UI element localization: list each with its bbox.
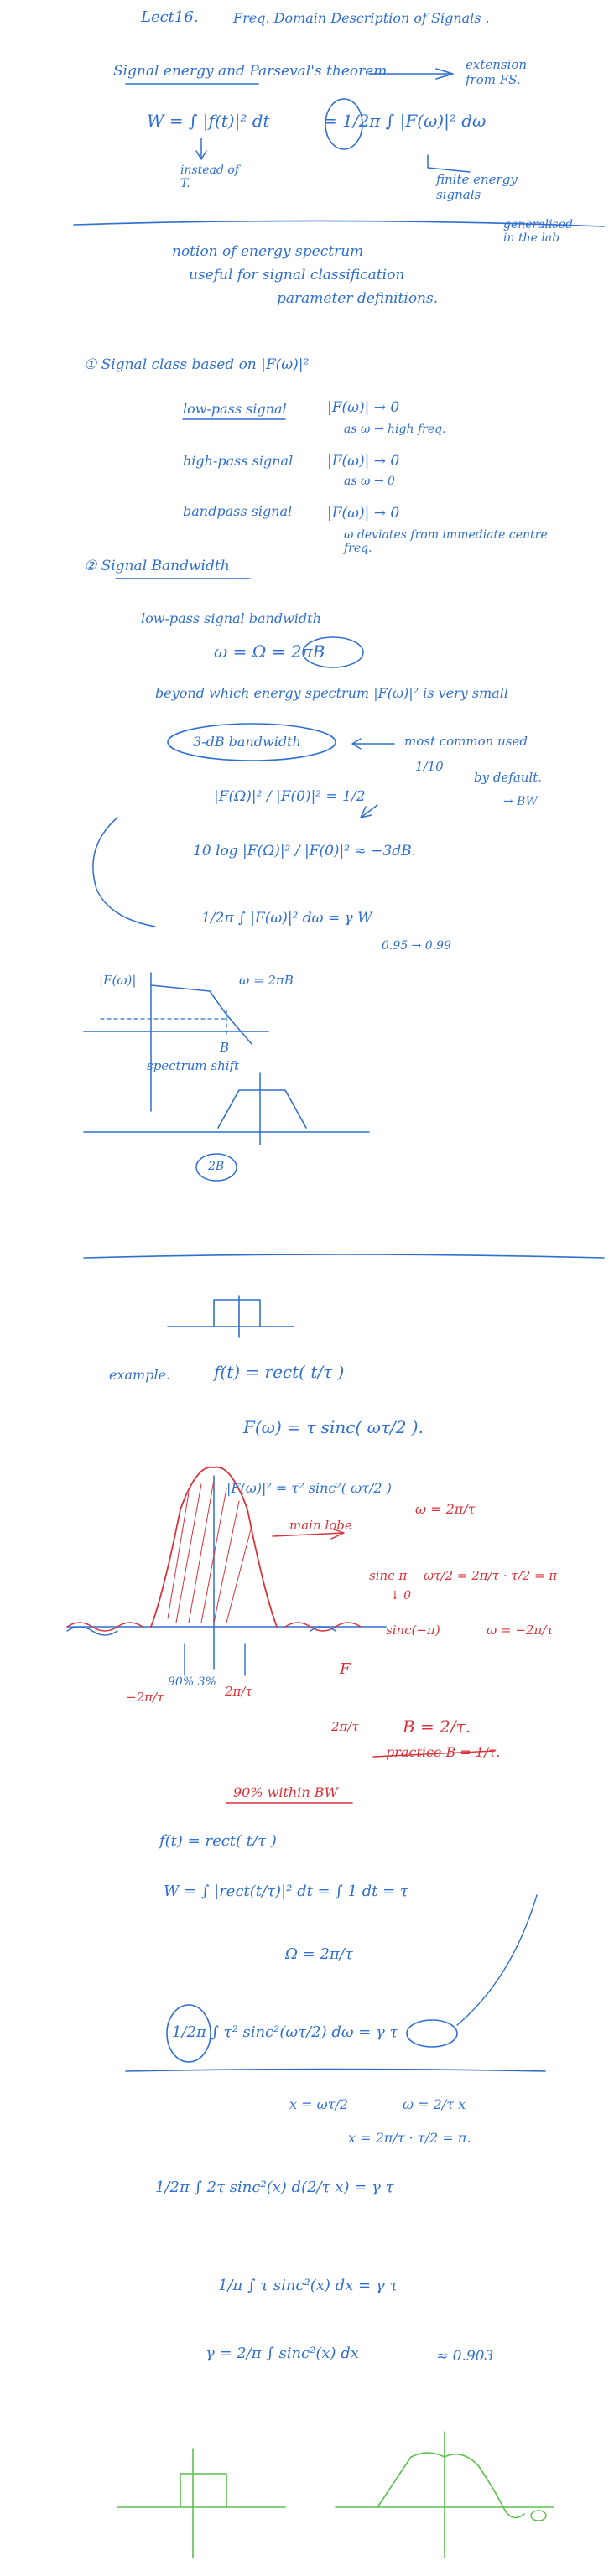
two-pi-tau-box: 2π/τ bbox=[331, 1719, 359, 1734]
sketch-spectrum bbox=[151, 985, 252, 1044]
arrow-half bbox=[361, 805, 377, 818]
ninety-within-bw: 90% within BW bbox=[233, 1784, 338, 1800]
most-common-note: most common used bbox=[404, 734, 528, 749]
example-ft: f(t) = rect( t/τ ) bbox=[214, 1362, 345, 1382]
arrow-instead bbox=[196, 138, 206, 159]
ninety-percent-mark: 90% 3% bbox=[168, 1675, 216, 1689]
one-tenth: 1/10 bbox=[415, 759, 444, 774]
sinc-pi-label: sinc π bbox=[369, 1568, 408, 1583]
instead-note: instead of T. bbox=[180, 164, 239, 190]
green-rect bbox=[117, 2449, 285, 2558]
main-lobe-label: main lobe bbox=[289, 1518, 352, 1533]
highpass-note: as ω → 0 bbox=[344, 475, 395, 488]
subst-omega: ω = 2/τ x bbox=[403, 2096, 466, 2112]
gamma-value: ≈ 0.903 bbox=[436, 2348, 494, 2365]
lecture-number: Lect16. bbox=[141, 8, 199, 26]
notion-line-1: notion of energy spectrum bbox=[172, 243, 364, 260]
omega-equation: ω = Ω = 2πB bbox=[214, 641, 325, 662]
arrow-zero-label: ↓ 0 bbox=[390, 1589, 412, 1602]
ratio-equation: |F(Ω)|² / |F(0)|² = 1/2 bbox=[214, 788, 366, 805]
rect-pulse bbox=[168, 1296, 294, 1337]
bandpass-label: bandpass signal bbox=[183, 503, 293, 519]
sinc-neg-pi: sinc(−π) bbox=[386, 1623, 440, 1638]
calc-energy: W = ∫ |rect(t/τ)|² dt = ∫ 1 dt = τ bbox=[164, 1883, 408, 1900]
sketch2-trapezoid bbox=[218, 1090, 306, 1128]
calc-omega-cap: Ω = 2π/τ bbox=[285, 1945, 353, 1963]
example-fw: F(ω) = τ sinc( ωτ/2 ). bbox=[243, 1417, 424, 1437]
signal-class-heading: ① Signal class based on |F(ω)|² bbox=[84, 356, 310, 373]
two-b-label: 2B bbox=[208, 1160, 225, 1173]
arrow-curve bbox=[93, 818, 155, 927]
extension-note: extension from FS. bbox=[466, 57, 528, 87]
omega-sketch-label: ω = 2πB bbox=[239, 973, 294, 988]
omega-neg: ω = −2π/τ bbox=[487, 1623, 554, 1638]
zero-cross-eq: ωτ/2 = 2π/τ · τ/2 = π bbox=[424, 1568, 558, 1583]
by-default: by default. bbox=[474, 770, 543, 785]
energy-fraction: 1/2π ∫ |F(ω)|² dω = γ W bbox=[201, 910, 372, 927]
arrow-gamma bbox=[457, 1895, 537, 2025]
arrow-3db bbox=[352, 739, 394, 749]
b-mark: B bbox=[220, 1040, 230, 1055]
subst-x: x = ωτ/2 bbox=[289, 2096, 349, 2112]
f-mark: F bbox=[340, 1660, 351, 1678]
finite-energy-note: finite energy signals bbox=[436, 172, 518, 202]
lowpass-condition: |F(ω)| → 0 bbox=[327, 399, 400, 416]
green-circle bbox=[531, 2511, 546, 2521]
energy-spectrum-eq: |F(ω)|² = τ² sinc²( ωτ/2 ) bbox=[226, 1480, 392, 1496]
integral-step-3: 1/π ∫ τ sinc²(x) dx = γ τ bbox=[218, 2277, 398, 2294]
omega-2pi-tau: ω = 2π/τ bbox=[415, 1501, 476, 1517]
highpass-label: high-pass signal bbox=[183, 453, 294, 469]
calc-ft: f(t) = rect( t/τ ) bbox=[159, 1832, 277, 1850]
divider-2 bbox=[84, 1254, 604, 1258]
notion-line-3: parameter definitions. bbox=[277, 290, 439, 307]
parseval-formula-right: = 1/2π ∫ |F(ω)|² dω bbox=[323, 111, 487, 131]
integral-step-2: 1/2π ∫ 2τ sinc²(x) d(2/τ x) = γ τ bbox=[155, 2179, 394, 2196]
lowpass-label: low-pass signal bbox=[183, 401, 287, 417]
practice-bandwidth: practice B = 1/τ. bbox=[386, 1744, 501, 1760]
x-equals-pi: x = 2π/τ · τ/2 = π. bbox=[348, 2130, 471, 2146]
generalised-note: generalised in the lab bbox=[503, 218, 573, 245]
green-wave bbox=[336, 2432, 554, 2558]
page-title: Freq. Domain Description of Signals . bbox=[233, 10, 490, 26]
sketch2-axes bbox=[84, 1073, 369, 1145]
highpass-condition: |F(ω)| → 0 bbox=[327, 453, 400, 470]
beyond-statement: beyond which energy spectrum |F(ω)|² is very small bbox=[155, 685, 509, 701]
parseval-heading: Signal energy and Parseval's theorem bbox=[113, 63, 388, 80]
arrow-finite bbox=[428, 155, 470, 172]
sinc-ticks bbox=[185, 1644, 245, 1675]
example-label: example. bbox=[109, 1367, 171, 1383]
log-equation: 10 log |F(Ω)|² / |F(0)|² ≈ −3dB. bbox=[193, 843, 416, 860]
notion-line-2: useful for signal classification bbox=[189, 267, 405, 283]
divider-3 bbox=[126, 2070, 545, 2072]
sinc-axes bbox=[67, 1476, 386, 1669]
spectrum-shift-label: spectrum shift bbox=[147, 1058, 240, 1073]
bandwidth-result: B = 2/τ. bbox=[403, 1716, 471, 1737]
bw-arrow: → BW bbox=[503, 795, 538, 808]
pos-tick-label: 2π/τ bbox=[225, 1684, 252, 1699]
bandwidth-heading: ② Signal Bandwidth bbox=[84, 558, 230, 574]
gamma-result: γ = 2/π ∫ sinc²(x) dx bbox=[206, 2345, 359, 2362]
spectrum-axis-label: |F(ω)| bbox=[99, 973, 137, 988]
neg-tick-label: −2π/τ bbox=[126, 1690, 164, 1705]
parseval-formula-left: W = ∫ |f(t)|² dt bbox=[147, 111, 270, 131]
lowpass-note: as ω → high freq. bbox=[344, 423, 446, 436]
sinc-hatch bbox=[168, 1480, 252, 1623]
three-db-label: 3-dB bandwidth bbox=[193, 734, 301, 750]
gamma-range: 0.95 → 0.99 bbox=[382, 939, 451, 953]
calc-gamma-integral: 1/2π ∫ τ² sinc²(ωτ/2) dω = γ τ bbox=[172, 2023, 398, 2041]
lowpass-bandwidth: low-pass signal bandwidth bbox=[141, 610, 321, 626]
bandpass-condition: |F(ω)| → 0 bbox=[327, 505, 400, 522]
bandpass-note: ω deviates from immediate centre freq. bbox=[344, 528, 548, 555]
circle-gamma bbox=[407, 2020, 457, 2047]
